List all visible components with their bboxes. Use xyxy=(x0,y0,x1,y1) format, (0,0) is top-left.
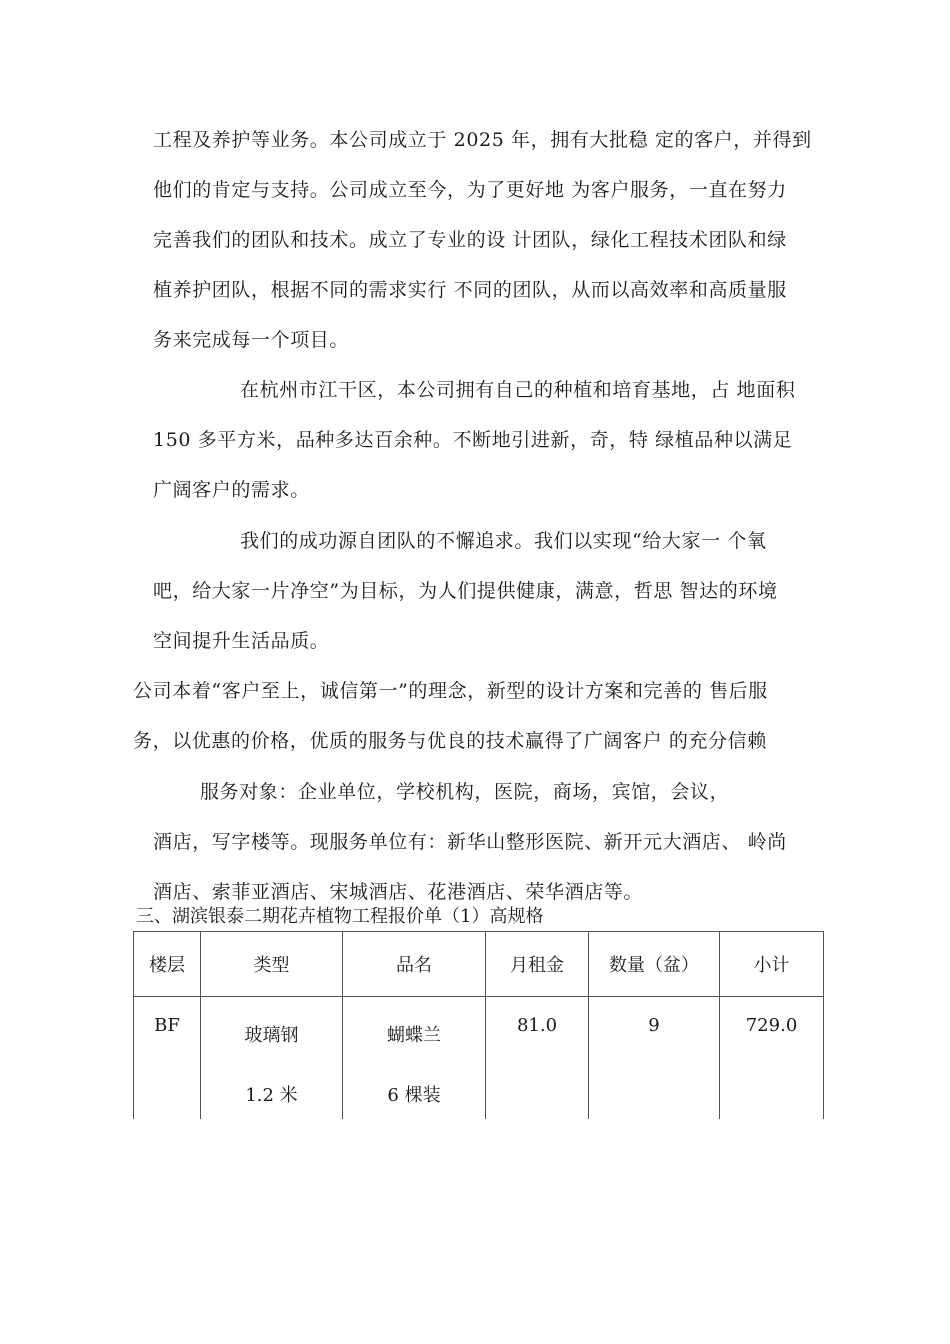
paragraph-1-line-2: 他们的肯定与支持。公司成立至今，为了更好地 为客户服务，一直在努力 xyxy=(153,179,787,201)
table-caption: 三、湖滨银泰二期花卉植物工程报价单（1）高规格 xyxy=(136,906,544,927)
cell-type-main: 玻璃钢 xyxy=(244,1025,299,1046)
table-row xyxy=(134,997,824,1120)
cell-type-sub: 1.2 米 xyxy=(245,1085,298,1106)
paragraph-5-line-2: 酒店，写字楼等。现服务单位有：新华山整形医院、新开元大酒店、 岭尚 xyxy=(153,831,787,853)
header-name: 品名 xyxy=(343,932,486,997)
paragraph-1-line-1: 工程及养护等业务。本公司成立于 2025 年，拥有大批稳 定的客户，并得到 xyxy=(153,129,812,151)
cell-name xyxy=(343,997,486,1120)
cell-type xyxy=(201,997,343,1120)
cell-subtotal: 729.0 xyxy=(720,997,824,1120)
paragraph-3-line-2: 吧，给大家一片净空”为目标，为人们提供健康，满意，哲思 智达的环境 xyxy=(153,580,778,602)
cell-qty: 9 xyxy=(589,997,720,1120)
header-floor: 楼层 xyxy=(134,932,201,997)
paragraph-2-line-1: 在杭州市江干区，本公司拥有自己的种植和培育基地，占 地面积 xyxy=(240,379,796,401)
header-qty: 数量（盆） xyxy=(589,932,720,997)
paragraph-4-line-1: 公司本着“客户至上，诚信第一”的理念，新型的设计方案和完善的 售后服 xyxy=(133,680,768,702)
cell-floor: BF xyxy=(134,997,201,1120)
paragraph-4-line-2: 务，以优惠的价格，优质的服务与优良的技术赢得了广阔客户 的充分信赖 xyxy=(133,730,767,752)
cell-rent: 81.0 xyxy=(486,997,589,1120)
paragraph-1-line-5: 务来完成每一个项目。 xyxy=(153,329,350,351)
paragraph-5-line-1: 服务对象：企业单位，学校机构，医院，商场，宾馆，会议， xyxy=(200,781,730,803)
paragraph-1-line-3: 完善我们的团队和技术。成立了专业的设 计团队，绿化工程技术团队和绿 xyxy=(153,229,787,251)
quote-table xyxy=(133,931,824,1119)
paragraph-2-line-3: 广阔客户的需求。 xyxy=(153,479,310,501)
paragraph-3-line-1: 我们的成功源自团队的不懈追求。我们以实现“给大家一 个氧 xyxy=(240,530,767,552)
paragraph-5-line-3: 酒店、索菲亚酒店、宋城酒店、花港酒店、荣华酒店等。 xyxy=(153,881,644,903)
paragraph-3-line-3: 空间提升生活品质。 xyxy=(153,630,330,652)
cell-name-main: 蝴蝶兰 xyxy=(387,1025,441,1046)
header-type: 类型 xyxy=(201,932,343,997)
table-header-row xyxy=(134,932,824,997)
header-subtotal: 小计 xyxy=(720,932,824,997)
paragraph-2-line-2: 150 多平方米，品种多达百余种。不断地引进新，奇，特 绿植品种以满足 xyxy=(153,429,793,451)
header-rent: 月租金 xyxy=(486,932,589,997)
cell-name-sub: 6 棵装 xyxy=(387,1085,441,1106)
paragraph-1-line-4: 植养护团队，根据不同的需求实行 不同的团队，从而以高效率和高质量服 xyxy=(153,279,787,301)
